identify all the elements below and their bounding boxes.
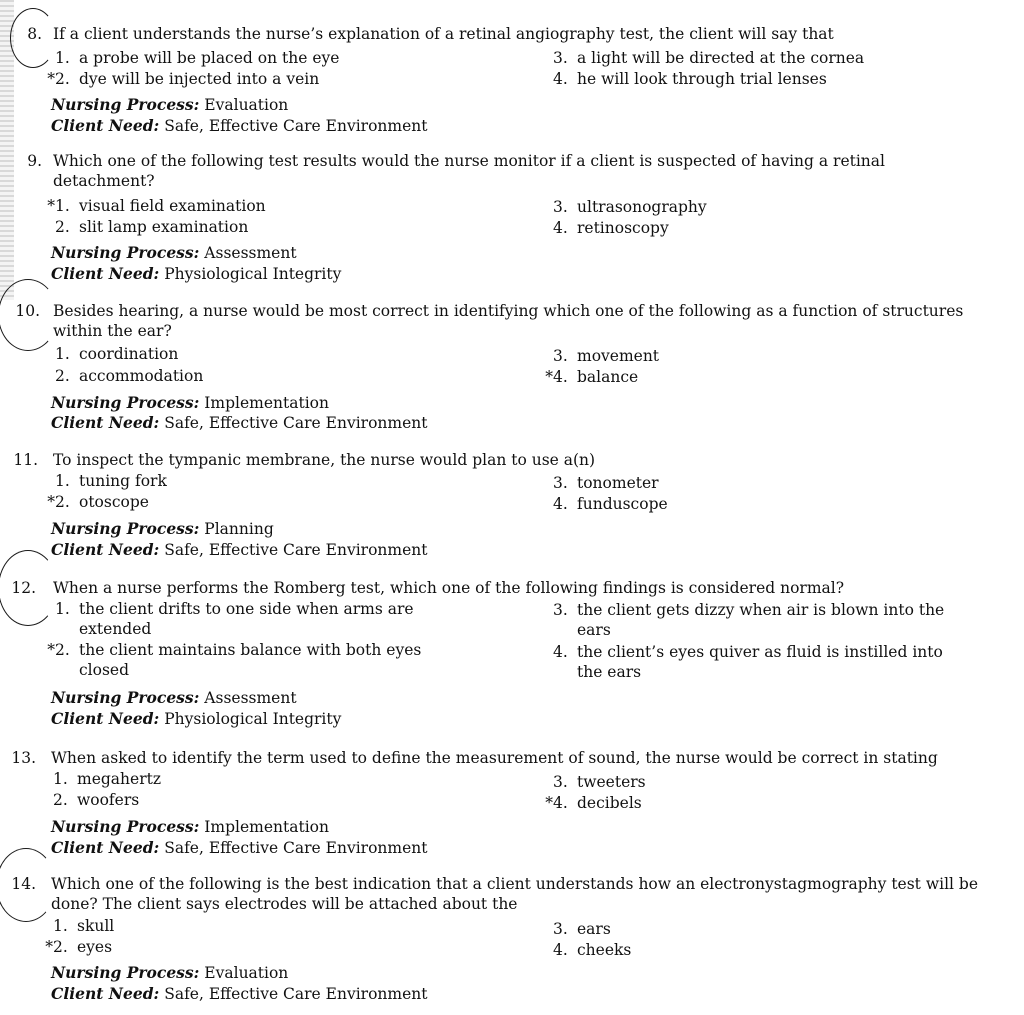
question-number: 12.	[11, 579, 36, 597]
option-2	[55, 217, 475, 237]
option-4	[553, 494, 973, 514]
option-number: 1.	[55, 600, 70, 618]
option-number: 4.	[553, 941, 568, 959]
nursing-process-label: Nursing Process:	[51, 95, 200, 114]
option-number: 4.	[553, 643, 568, 661]
option-text: decibels	[577, 794, 642, 812]
option-2	[45, 937, 473, 957]
option-number: 1.	[55, 472, 70, 490]
correct-answer-marker: *	[45, 938, 53, 956]
option-number: 3.	[553, 920, 568, 938]
client-need-value: Safe, Effective Care Environment	[164, 541, 428, 559]
question-number: 9.	[27, 152, 42, 170]
option-3	[553, 346, 973, 366]
client-need-label: Client Need:	[51, 264, 160, 283]
option-1	[55, 471, 475, 491]
nursing-process-value: Assessment	[204, 689, 297, 707]
option-number: 1.	[53, 917, 68, 935]
option-4	[545, 793, 973, 813]
nursing-process-value: Assessment	[204, 244, 297, 262]
option-4	[553, 218, 973, 238]
option-text: a light will be directed at the cornea	[577, 49, 865, 67]
option-text: coordination	[79, 345, 179, 363]
question-stem: When asked to identify the term used to define the measurement of sound, the nurse would be correct in stating	[51, 749, 938, 767]
option-1	[53, 916, 473, 936]
nursing-process-value: Evaluation	[204, 96, 289, 114]
option-4	[553, 642, 973, 682]
nursing-process-label: Nursing Process:	[51, 963, 200, 982]
option-number: 1.	[53, 770, 68, 788]
option-text: megahertz	[77, 770, 161, 788]
option-text: the client maintains balance with both eyes closed	[79, 641, 422, 679]
client-need-label: Client Need:	[51, 838, 160, 857]
option-text: retinoscopy	[577, 219, 669, 237]
client-need-value: Physiological Integrity	[164, 710, 342, 728]
nursing-process-value: Implementation	[204, 818, 329, 836]
question-stem: If a client understands the nurse’s explanation of a retinal angiography test, the client will say that	[53, 25, 834, 43]
correct-answer-marker: *	[47, 70, 55, 88]
option-number: 2.	[55, 218, 70, 236]
nursing-process	[51, 95, 751, 115]
option-3	[553, 919, 973, 939]
option-text: the client’s eyes quiver as fluid is instilled into the ears	[577, 643, 943, 681]
question-number: 11.	[13, 451, 38, 469]
option-4	[553, 940, 973, 960]
option-1	[55, 599, 475, 639]
client-need-label: Client Need:	[51, 116, 160, 135]
option-2	[47, 640, 475, 680]
option-text: funduscope	[577, 495, 668, 513]
option-text: skull	[77, 917, 115, 935]
option-number: 3.	[553, 198, 568, 216]
nursing-process-label: Nursing Process:	[51, 243, 200, 262]
client-need	[51, 264, 751, 284]
option-number: 2.	[53, 791, 68, 809]
option-3	[553, 600, 973, 640]
question-number: 8.	[27, 25, 42, 43]
nursing-process-label: Nursing Process:	[51, 393, 200, 412]
question-stem: Which one of the following test results would the nurse monitor if a client is suspected of having a retinal detachment?	[53, 152, 885, 190]
client-need-label: Client Need:	[51, 984, 160, 1003]
client-need	[51, 116, 751, 136]
client-need-label: Client Need:	[51, 540, 160, 559]
option-number: 3.	[553, 773, 568, 791]
option-text: tuning fork	[79, 472, 167, 490]
client-need-value: Safe, Effective Care Environment	[164, 839, 428, 857]
option-text: slit lamp examination	[79, 218, 249, 236]
option-number: 4.	[553, 794, 568, 812]
nursing-process	[51, 963, 751, 983]
option-2	[47, 492, 475, 512]
option-text: movement	[577, 347, 660, 365]
option-text: the client drifts to one side when arms are extended	[79, 600, 414, 638]
option-1	[55, 344, 475, 364]
option-text: eyes	[77, 938, 113, 956]
correct-answer-marker: *	[47, 493, 55, 511]
option-4	[545, 367, 973, 387]
correct-answer-marker: *	[47, 197, 55, 215]
option-number: 1.	[55, 197, 70, 215]
nursing-process-value: Evaluation	[204, 964, 289, 982]
option-text: visual field examination	[79, 197, 266, 215]
option-text: tweeters	[577, 773, 646, 791]
option-number: 3.	[553, 474, 568, 492]
nursing-process-label: Nursing Process:	[51, 688, 200, 707]
option-number: 1.	[55, 345, 70, 363]
option-number: 4.	[553, 219, 568, 237]
question-number: 14.	[11, 875, 36, 893]
option-number: 3.	[553, 347, 568, 365]
nursing-process-label: Nursing Process:	[51, 817, 200, 836]
client-need	[51, 413, 751, 433]
option-text: a probe will be placed on the eye	[79, 49, 340, 67]
option-text: tonometer	[577, 474, 659, 492]
client-need	[51, 709, 751, 729]
option-4	[553, 69, 973, 89]
nursing-process	[51, 817, 751, 837]
option-number: 2.	[55, 641, 70, 659]
option-text: ultrasonography	[577, 198, 707, 216]
option-number: 2.	[53, 938, 68, 956]
nursing-process-value: Planning	[204, 520, 274, 538]
option-3	[553, 772, 973, 792]
option-text: dye will be injected into a vein	[79, 70, 320, 88]
option-3	[553, 473, 973, 493]
option-text: balance	[577, 368, 639, 386]
option-1	[55, 48, 475, 68]
option-number: 2.	[55, 70, 70, 88]
client-need	[51, 838, 751, 858]
question-stem: Besides hearing, a nurse would be most correct in identifying which one of the following as a function of structures within the ear?	[53, 302, 964, 340]
client-need-label: Client Need:	[51, 709, 160, 728]
option-text: woofers	[77, 791, 140, 809]
question-stem: To inspect the tympanic membrane, the nurse would plan to use a(n)	[53, 451, 596, 469]
option-number: 2.	[55, 367, 70, 385]
option-number: 1.	[55, 49, 70, 67]
option-text: otoscope	[79, 493, 149, 511]
option-2	[55, 366, 475, 386]
client-need-value: Physiological Integrity	[164, 265, 342, 283]
option-text: he will look through trial lenses	[577, 70, 827, 88]
question-stem: When a nurse performs the Romberg test, which one of the following findings is considered normal?	[53, 579, 845, 597]
option-2	[47, 69, 475, 89]
nursing-process	[51, 393, 751, 413]
correct-answer-marker: *	[47, 641, 55, 659]
option-number: 4.	[553, 368, 568, 386]
nursing-process-value: Implementation	[204, 394, 329, 412]
option-text: accommodation	[79, 367, 204, 385]
option-number: 4.	[553, 495, 568, 513]
client-need	[51, 540, 751, 560]
option-number: 3.	[553, 601, 568, 619]
option-text: ears	[577, 920, 611, 938]
nursing-process	[51, 688, 751, 708]
option-3	[553, 48, 973, 68]
option-1	[53, 769, 473, 789]
correct-answer-marker: *	[545, 794, 553, 812]
client-need	[51, 984, 751, 1004]
option-text: the client gets dizzy when air is blown into the ears	[577, 601, 945, 639]
question-number: 13.	[11, 749, 36, 767]
nursing-process-label: Nursing Process:	[51, 519, 200, 538]
option-number: 2.	[55, 493, 70, 511]
option-3	[553, 197, 973, 217]
correct-answer-marker: *	[545, 368, 553, 386]
client-need-label: Client Need:	[51, 413, 160, 432]
option-text: cheeks	[577, 941, 632, 959]
nursing-process	[51, 519, 751, 539]
nursing-process	[51, 243, 751, 263]
option-number: 4.	[553, 70, 568, 88]
question-stem: Which one of the following is the best indication that a client understands how an electronystagmography test will be done? The client says electrodes will be attached about the	[51, 875, 979, 913]
option-number: 3.	[553, 49, 568, 67]
client-need-value: Safe, Effective Care Environment	[164, 414, 428, 432]
client-need-value: Safe, Effective Care Environment	[164, 985, 428, 1003]
question-number: 10.	[15, 302, 40, 320]
option-1	[47, 196, 475, 216]
option-2	[53, 790, 473, 810]
client-need-value: Safe, Effective Care Environment	[164, 117, 428, 135]
